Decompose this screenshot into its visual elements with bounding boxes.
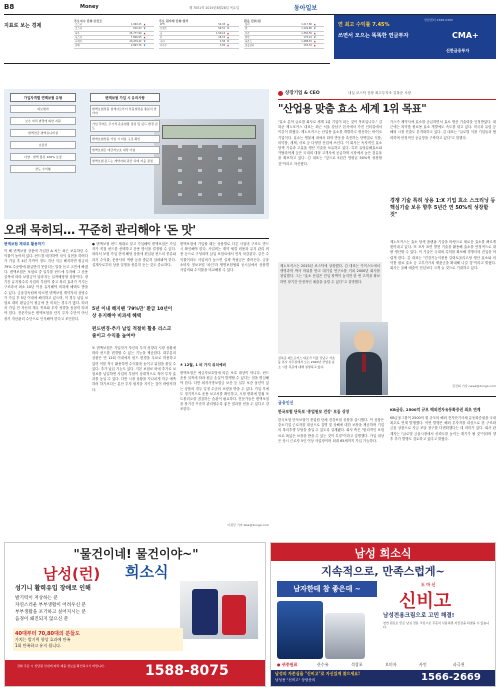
divider — [4, 63, 330, 64]
pension-ad-brand: CMA+ — [452, 31, 479, 40]
ad-tagline: "물건이네! 물건이야~" — [73, 547, 199, 561]
table-row — [244, 44, 324, 48]
table-cell: 1,217.80 — [276, 23, 312, 27]
flow-title: 가입자격별 연맥보험 유형 — [10, 93, 76, 102]
table-cell: ▼ — [143, 40, 154, 44]
supplement-ad-left[interactable] — [4, 542, 266, 687]
table-cell: 코스닥 — [74, 27, 101, 31]
article-body: 또 변액보험은 가입자가 자신의 투자 성향과 시장 상황에 따라 펀드를 변경할 수 있는 기능을 제공한다. 대부분의 상품은 연 12회 이내에서 펀드 변경을 무료로 허용하고 있어 이를 적극 활용하면 수익률을 높이고 위험을 줄일 수 있다. 추가 납입 기능도 있다. 기본 보험료 외에 추가로 보험료를 납입하면 사업비 부담이 상대적으로 적어 투자 효과를 높일 수 있다. 다만 시장 상황을 지나치게 자주 예측하려 하기보다는 분산 투자 원칙을 지키는 것이 바람직하다. — [92, 346, 176, 392]
interview-body-1: "효소 분야 글로벌 회사로 세계 1위 기업이 되는 것이 목표입니다." 김복준 제노포커스 대표는 최근 서울 강남구 본사에서 가진 인터뷰에서 이같이 밝혔다. 제노포커스는 산업용 효소를 개발하고 생산하는 바이오 기업이다. 효소는 생물체 내에서 화학 반응을 촉진하는 단백질로 식품, 의약품, 세제, 사료 등 다양한 산업에 쓰인다. 이 회사는 독자적인 효소 탐색 기술과 고효율 생산 기술을 보유하고 있다. 특히 유당분해효소와 카탈라아제 등은 국내외 대형 고객사에 공급하며 시장에서 높은 점유율을 확보하고 있다. 김 대표는 "앞으로 5년간 연평균 50%씩 성장할 것"이라고 자신했다. — [278, 120, 382, 166]
table-cell: 구리 — [159, 40, 189, 44]
index-title: 지표로 보는 경제 — [4, 23, 42, 29]
paper-logo: 동아일보 — [294, 5, 318, 12]
article-byline: 이정민 기자 bba@donga.com — [227, 523, 269, 527]
table-cell: ▲ — [313, 40, 324, 44]
flow-box: 피보험자 — [10, 105, 76, 113]
ad-bottom-label: 남성용 "신비고" 상담문의 — [275, 678, 316, 682]
brief-headline: 한국보험 단독보 '종업원보 건강' 모둠 상장 — [278, 409, 350, 414]
pension-ad-company: 신한금융투자 — [446, 48, 470, 53]
flow-box: 보수 자리 변경에 의한 지원 — [10, 117, 76, 125]
divider — [4, 238, 269, 239]
table-cell: 1,488.45 — [276, 40, 312, 44]
table-cell: ▼ — [313, 27, 324, 31]
index-table-fx — [244, 19, 324, 49]
ad-bottom-text: 남성의 자존심을 "신비고"로 자신있게 찾으세요! — [275, 671, 360, 676]
table-cell: 다우 — [74, 31, 101, 35]
table-cell: 20,479.42 — [101, 40, 143, 44]
flow-box: 한도 수익형 — [10, 165, 76, 173]
table-cell: 7,826.95 — [101, 35, 143, 39]
issue-info: 제 7051号 2019년8월28일 목요일 — [189, 6, 240, 10]
pension-ad-tel: 상담센터 1588-0365 — [424, 18, 453, 22]
caution-item: 변액보험상품 설계사로부터 상품설명을 충분히 받아야 — [90, 105, 160, 117]
table-cell: ▲ — [313, 23, 324, 27]
table-cell: ▼ — [313, 35, 324, 39]
flow-box: 보장성 — [10, 141, 76, 149]
page-header — [4, 3, 496, 13]
ad-headline: 지속적으로, 만족스럽게~ — [321, 565, 445, 578]
article-subhead-1: 5년 이내 해지땐 '79%만' 환급 10년이상 유지해야 비과세 혜택 — [92, 307, 173, 319]
ad-body: 천연 원료로 만든 남성 전용 크림으로 꾸준히 사용하면 자신감을 되찾을 수 있습니다. — [383, 621, 490, 629]
article-body: 변액보험에 가입할 때는 상품별로 다른 사업비 구조도 반드시 확인해야 한다. 사업비는 계약 체결 비용과 유지 관리 비용 등으로 구성되며 납입 보험료에서 먼저 차감된다. 같은 수익률이라도 사업비가 높으면 실제 적립금은 줄어든다. 금융소비자 정보포털 '파인'과 생명보험협회 공시실에서 상품별 사업비와 수익률을 비교해볼 수 있다. — [180, 242, 269, 273]
product-box-photo — [277, 601, 323, 659]
table-cell: ▲ — [226, 23, 239, 27]
section-name: Money — [80, 4, 99, 10]
flowchart — [10, 93, 76, 213]
table-cell: ▲ — [143, 23, 154, 27]
table-cell: ▼ — [226, 40, 239, 44]
feature-graphic — [4, 89, 269, 219]
pension-ad-rate: 연 최고 수익률 7.45% — [338, 22, 390, 28]
divider — [278, 396, 496, 397]
article-body: 이 해 변액보험 상품에 가입한 A 씨는 최근 보유하던 수익률이 높아져 있다. 펀드를 매각하여 차익 실현을 하려다가 가입 후 4년 가까이 정도 지난 지금 해지하면 원금의 79% 수준밖에 환급받지 못한다는 말을 듣고 고민에 빠졌다. 변액보험은 보험료 중 일부를 펀드에 투자해 그 운용 실적에 따라 보험금이 달라지는 실적배당형 상품이다. 장기간 유지할수록 사업비 부담이 줄고 복리 효과가 커지는 구조라서 최소 10년 이상 유지해야 비과세 혜택도 받을 수 있다. 금융감독원에 따르면 변액보험 계약자의 상당수가 가입 후 5년 이내에 해지하고 있으며, 이 경우 납입 보험료 대비 환급금이 원금에 못 미치는 경우가 많다. 따라서 가입 전 자신의 재무 목표와 투자 성향을 꼼꼼히 따져야 한다. 전문가들은 변액보험을 단기 투자 수단이 아닌 장기 자산관리 수단으로 인식해야 한다고 조언한다. — [4, 249, 88, 321]
table-cell: 홍콩달러 — [244, 44, 276, 48]
interview-body-3: 카스카 제약사에 효소를 공급하면서 효소 생산 기술력을 인정받았다. 최근에는 의약품 원료용 효소 개발에도 속도를 내고 있다. 미국과 유럽 등 해외 시장 진출도 본격화하고 있다. 김 대표는 "글로벌 식품 기업들과 협력하며 안정적인 공급망을 구축하고 있다"고 말했다. — [390, 120, 496, 140]
table-cell: 옥수수 — [159, 44, 189, 48]
index-table-stocks — [74, 19, 154, 49]
table-cell: 610.43 — [101, 27, 143, 31]
table-cell: ▲ — [226, 31, 239, 35]
table-cell: ▲ — [313, 44, 324, 48]
index-table-commodities — [159, 19, 239, 49]
table-cell: 달러 — [244, 23, 276, 27]
caution-item: 가입 후에도 주기적 운용현황 점검 및 펀드 변경 검토 — [90, 120, 160, 132]
interview-body-2: 제노포커스는 2015년 코스닥에 상장했다. 김 대표는 카이스트에서 생명과학 박사 학위를 받고 대기업 연구소를 거쳐 2000년 회사를 창업했다. 그는 "효소 산업은 진입 장벽이 높지만 한 번 고객을 확보하면 장기간 안정적인 매출을 올릴 수 있다"고 설명했다. — [280, 264, 380, 284]
table-cell: 은 — [159, 35, 189, 39]
interview-subhead: 경쟁 기술 특허 상용 1:X 기업 효소 스크리닝 등 핵심기술 보유 향후 5년간 연 50%씩 성장할 것" — [390, 198, 496, 218]
table-cell: ▼ — [226, 27, 239, 31]
calculator-photo — [154, 119, 264, 214]
ad-offer-line: 가치는 발기력 향상 효과에 만족 — [15, 637, 71, 642]
caution-item: 변액보험은 예금자보호 대상 아님 — [90, 146, 160, 154]
ad-subtitle: 성기니 활력유입 장애로 인해 — [15, 585, 91, 592]
ad-top-title: 남성 희소식 — [354, 547, 412, 560]
article-col-2 — [92, 242, 176, 537]
table-cell: 니케이 — [74, 40, 101, 44]
flow-box: 변액연금·변액유니버설 — [10, 129, 76, 137]
table-cell: 2.56 — [189, 40, 226, 44]
supplement-ad-right[interactable] — [270, 542, 496, 687]
table-cell: ▲ — [226, 44, 239, 48]
table-cell: ▼ — [143, 27, 154, 31]
table-cell: 170.22 — [276, 35, 312, 39]
ad-phone-bar — [5, 660, 265, 686]
ad-top-banner — [271, 543, 495, 561]
brief-body: KB금융그룹이 2500억 원 규모의 해외 전자단기사채 유동화증권을 국내 최초로 연계 발행했다. 이번 발행은 해외 투자자를 대상으로 한 구조화 금융 상품으로 자금 조달 창구를 다변화했다는 데 의미가 있다. 회사 관계자는 "글로벌 금융시장에서 신뢰도를 높이는 계기가 될 것"이라며 향후 추가 발행도 검토하고 있다고 밝혔다. — [390, 416, 496, 441]
article-subhead-3: ④ 12월, 1 비 가지 위치예비 — [180, 363, 226, 367]
table-cell: ▲ — [143, 35, 154, 39]
table-row — [74, 44, 154, 48]
interview-body-4: 제노포커스는 효소 탐색 플랫폼 기술을 바탕으로 새로운 효소를 빠르게 찾아내고 있다. 또 포자 표면 발현 기술을 활용해 효소를 안정적으로 대량 생산할 수 있다. 이 기술은 국내외 특허를 확보해 경쟁사의 진입을 어렵게 한다. 김 대표는 "건강기능식품용 갈락토올리고당 생산 효소와 의약품 원료 효소 등 고부가가치 제품군을 확대해 나갈 것"이라고 밝혔다. 회사는 올해 매출이 전년보다 크게 늘 것으로 기대하고 있다. — [390, 240, 496, 271]
page-number: B8 — [4, 3, 15, 11]
ad-sub: 남성전용크림으로 고민 해결! — [383, 613, 455, 619]
ad-bullets — [15, 595, 175, 623]
ingredients-title: ● 귀중원료 — [277, 662, 298, 667]
table-cell: 25,777.90 — [101, 31, 143, 35]
ad-left-caption: 남자한테 참 좋은데 ~ — [277, 581, 377, 597]
ad-logo: 신비고 — [399, 591, 452, 612]
caution-title: 변액보험 가입 시 유의사항 — [90, 93, 160, 102]
table-cell: 파운드 — [244, 40, 276, 44]
ad-bullet: 음경이 왜진되지 않으신 분 — [15, 617, 69, 622]
ad-offer-line: 1회 만족하고 유지 됩니다. — [15, 643, 62, 648]
caution-item: 변액보험 펀드는 계약자의 판단 하에 자율 결정 — [90, 157, 160, 165]
ingredient: 산수유 — [317, 662, 329, 667]
news-brief-left — [278, 400, 384, 540]
table-cell: 금 — [159, 31, 189, 35]
table-cell: 54.93 — [189, 23, 226, 27]
interview-headline: "산업용 맞춤 효소 세계 1위 목표" — [278, 103, 427, 115]
ad-disclaimer: 전화 주문 시 상담원 안내에 따라 제품 정보를 확인하시기 바랍니다. — [17, 664, 105, 668]
article-subhead-2: 펀드변경·추가 납입 적절히 활용 리스크 줄이고 수익률 높여야 — [92, 327, 172, 339]
caution-item: 변액보험상품 가입 시 비용 구조 확인 — [90, 135, 160, 143]
table-cell: 1,960.25 — [101, 23, 143, 27]
brief-body: 한국보험 단독보험이 종업원 단체 건강보험 상품을 출시했다. 이 상품은 중소기업 근로자를 대상으로 질병 및 상해에 대한 보장을 제공하며 기업의 복리후생 부담을 줄일 수 있도록 설계됐다. 회사 측은 "합리적인 보험료로 폭넓은 보장을 받을 수 있는 것이 특징"이라고 설명했다. 가입 대상은 상시 근로자 5인 이상 사업장이며 최대 65세까지 가입 가능하다. — [278, 418, 384, 443]
table-cell: 2,893.76 — [101, 44, 143, 48]
ad-bullet: 발기력이 저상하는 분 — [15, 596, 58, 601]
table-title: 환율 단위:원 — [244, 19, 261, 23]
article-kicker: 변액보험 제대로 활용하기 — [4, 242, 45, 246]
ad-phone: 1566-2669 — [421, 672, 481, 683]
article-col-1 — [4, 242, 88, 537]
divider — [278, 99, 496, 100]
table-cell: 엔 — [244, 27, 276, 31]
pension-ad-main: 쓰면서 모으는 똑똑한 연금투자 — [338, 33, 409, 39]
ad-bullet: 자연스러운 부부생활이 어려우신 분 — [15, 603, 86, 608]
table-cell: 1,542.6 — [189, 31, 226, 35]
table-cell: ▲ — [143, 31, 154, 35]
ad-title: 남성(런) — [43, 565, 101, 583]
table-title: 주요지수 단위:포인트 — [74, 19, 103, 23]
product-tube-photo — [325, 613, 365, 659]
caution-list — [90, 93, 160, 213]
ad-offer — [13, 628, 183, 651]
product-photo — [180, 581, 258, 639]
photo-caption: 김복준 제노포커스 대표가 서울 강남구 서초동 본사 사무실에서 오는 2020년 산업용 효소 시장 목표에 대해 설명하고 있다. — [278, 356, 335, 369]
ingredient: 오미자 — [385, 662, 397, 667]
bullet-icon — [278, 91, 283, 96]
flow-box: 다양 · 변액 종류 100% 보장 — [10, 153, 76, 161]
brief-section: 금융인신 — [278, 400, 294, 405]
ad-offer-line: 40대부터 70,80대의 분들도 — [15, 631, 80, 637]
table-cell: 브렌트 — [159, 27, 189, 31]
pension-ad[interactable] — [334, 15, 496, 59]
table-cell: 18.15 — [189, 35, 226, 39]
table-row — [159, 44, 239, 48]
table-cell: 59.51 — [189, 27, 226, 31]
brief-headline: KB금융, 2500억 규모 해외전자유동화증권 최초 연계 — [390, 407, 481, 412]
table-cell: 코스피 — [74, 23, 101, 27]
table-cell: ▲ — [313, 31, 324, 35]
ad-logo-line: 도 마 신 — [421, 582, 436, 587]
ad-title-2: 희소식 — [125, 563, 169, 581]
news-brief-right — [390, 400, 496, 540]
table-cell: 유로 — [244, 31, 276, 35]
table-cell: 1,149.80 — [276, 27, 312, 31]
interview-kicker-sub: 내실 코스닥 상장 최고투자조 김복준 사장 — [348, 91, 412, 95]
table-cell: ▼ — [143, 44, 154, 48]
table-cell: ▲ — [226, 35, 239, 39]
interview-byline: 김진희 기자 news@donga.com — [452, 384, 496, 388]
ad-bullet: 부부생활을 포기하고 싶어지시는 분 — [15, 610, 86, 615]
economic-index-block — [4, 19, 330, 63]
feature-headline: 오래 묵히되… 꾸준히 관리해야 '돈 맛' — [4, 223, 196, 237]
article-body: 변액보험은 예금자보호법에 따른 보호 대상이 아니다. 펀드 운용 실적에 따라 원금 손실이 발생할 수 있다는 점을 명심해야 한다. 다만 최저사망보험금 보증 등 일부 보증 옵션이 있는 상품의 경우 일정 수준의 보장을 받을 수 있다. 가입 후에도 정기적으로 운용 보고서를 확인하고, 시장 변화에 맞춰 포트폴리오를 점검하는 습관이 필요하다. 전문가들은 변액보험을 장기간 꾸준히 관리할수록 좋은 결과를 얻을 수 있다고 강조한다. — [180, 371, 269, 412]
ingredient: 파극천 — [453, 662, 465, 667]
ingredient: 석창포 — [351, 662, 363, 667]
article-col-3 — [180, 242, 269, 537]
table-cell: 1,350.56 — [276, 31, 312, 35]
table-cell: 3.65 — [189, 44, 226, 48]
table-title: 주요 원자재 단위:달러 — [159, 19, 189, 23]
interview-kicker: 상장기업 & CEO — [285, 91, 320, 96]
table-cell: 위안 — [244, 35, 276, 39]
table-cell: 155.32 — [276, 44, 312, 48]
table-cell: 상해 — [74, 44, 101, 48]
ceo-photo — [340, 322, 388, 395]
table-cell: 나스닥 — [74, 35, 101, 39]
article-body: ● 변액보험 펀드 제대로 알고 가입해야 변액보험은 가입자가 직접 펀드를 선택하고 운용 방식을 결정할 수 있다. 따라서 보험 가입 전에 해당 상품에 편입된 펀드의 종류와 과거 수익률, 운용사의 역량 등을 충분히 살펴봐야 한다. 설계사로부터 상품 설명을 충분히 듣는 것도 중요하다. — [92, 242, 176, 267]
table-cell: WTI — [159, 23, 189, 27]
ingredient: 사인 — [419, 662, 427, 667]
ad-phone: 1588-8075 — [145, 663, 229, 679]
ad-bottom-bar — [271, 670, 495, 686]
